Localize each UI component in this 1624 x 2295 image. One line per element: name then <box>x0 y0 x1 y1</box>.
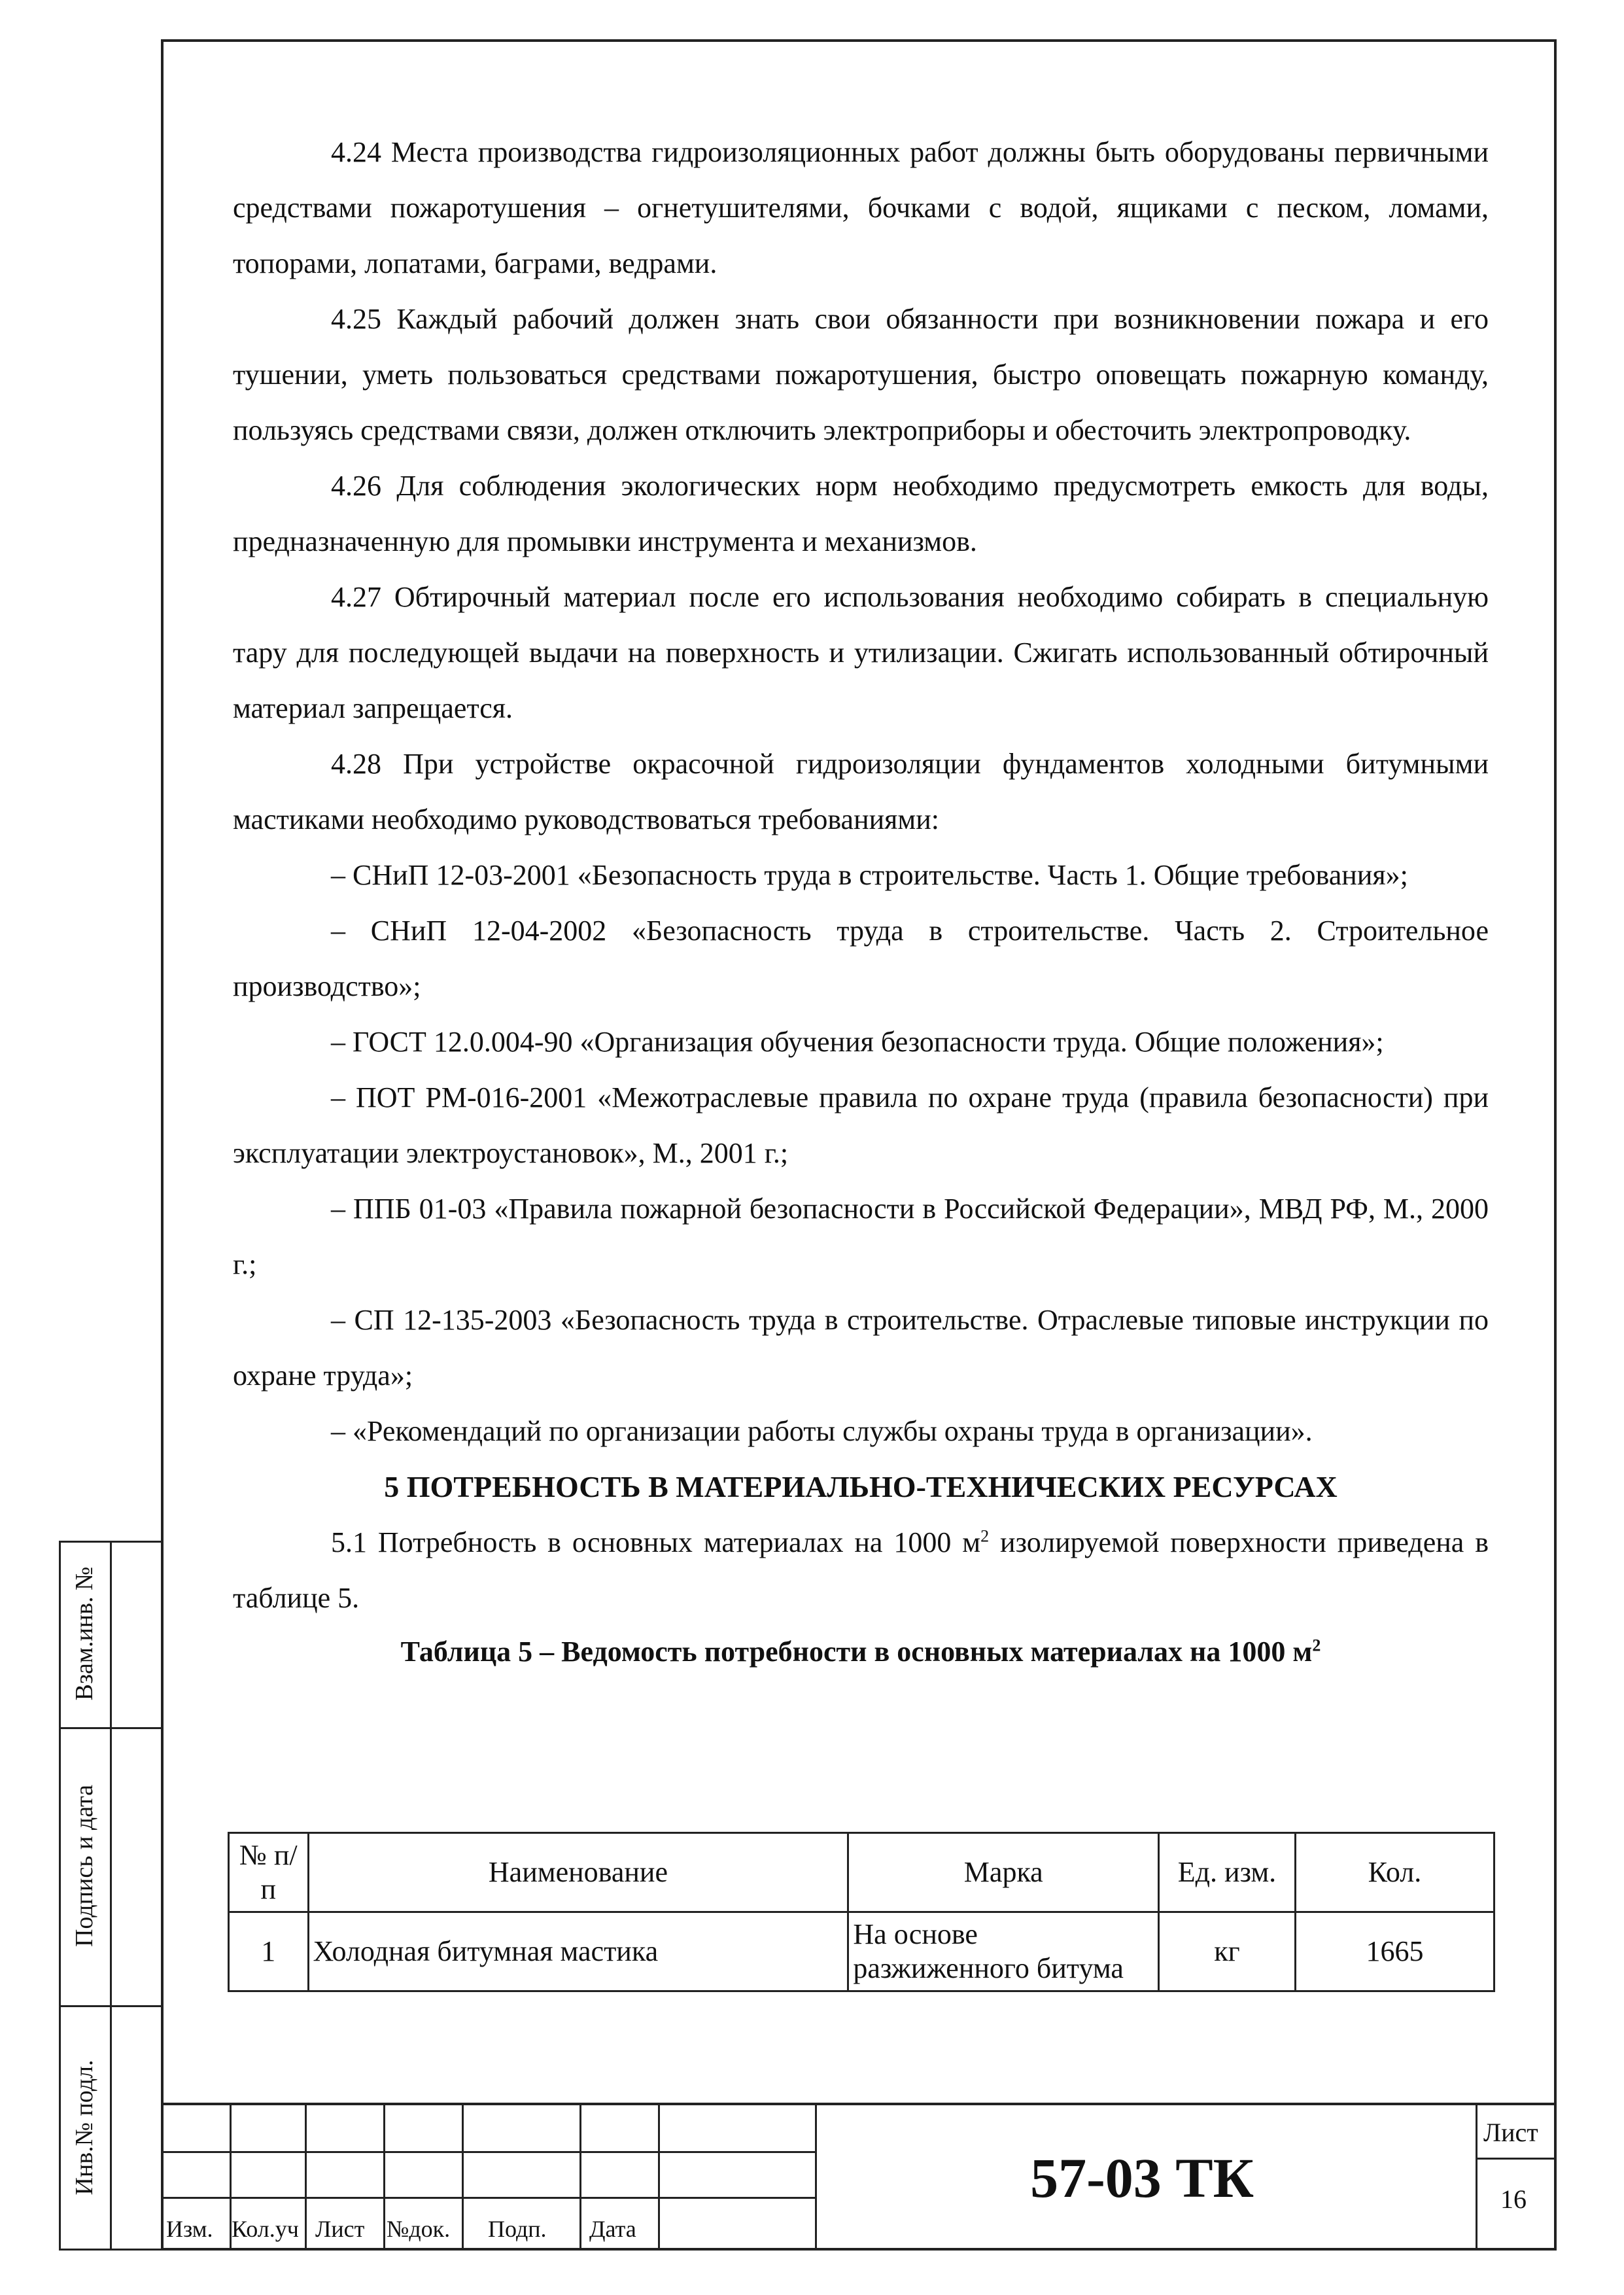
cell-unit: кг <box>1159 1912 1296 1991</box>
side-strip-divider <box>110 1541 112 2251</box>
paragraph-4-25: 4.25 Каждый рабочий должен знать свои обязанности при возникновении пожара и его тушении, уметь пользоваться средствами пожаротушения, быстро оповещать пожарную команду, пользуясь средствами связи, должен отключить электроприборы и обесточить электропроводку. <box>233 303 1489 446</box>
table-header-row <box>229 1833 1494 1912</box>
stamp-grid-line <box>305 2105 307 2251</box>
header-mark: Марка <box>848 1833 1159 1912</box>
section-5-title: 5 ПОТРЕБНОСТЬ В МАТЕРИАЛЬНО-ТЕХНИЧЕСКИХ РЕСУРСАХ <box>384 1470 1338 1503</box>
stamp-grid-line <box>383 2105 385 2251</box>
requirement-item: – СНиП 12-04-2002 «Безопасность труда в строительстве. Часть 2. Строительное производство»; <box>233 915 1489 1002</box>
stamp-col-nodok: №док. <box>387 2216 451 2242</box>
side-label-vzam-inv: Взам.инв. № <box>71 1566 98 1701</box>
paragraph-4-28: 4.28 При устройстве окрасочной гидроизоляции фундаментов холодными битумными мастиками необходимо руководствоваться требованиями: <box>233 748 1489 835</box>
side-strip-cell-border <box>59 1727 161 1729</box>
table-5-caption <box>233 1626 1489 1678</box>
stamp-grid-line <box>658 2105 660 2251</box>
superscript-2: 2 <box>1312 1636 1321 1655</box>
table-row <box>229 1912 1494 1991</box>
stamp-col-izm: Изм. <box>166 2216 213 2242</box>
title-block-stamp <box>161 2103 1557 2251</box>
header-num: № п/п <box>229 1833 309 1912</box>
cell-mark: На основе разжиженного битума <box>848 1912 1159 1991</box>
sheet-label: Лист <box>1483 2118 1538 2147</box>
superscript-2: 2 <box>980 1526 990 1546</box>
stamp-grid-line <box>161 2197 815 2199</box>
paragraph-4-26: 4.26 Для соблюдения экологических норм необходимо предусмотреть емкость для воды, предназначенную для промывки инструмента и механизмов. <box>233 470 1489 557</box>
stamp-col-kol-uch: Кол.уч <box>232 2216 299 2242</box>
cell-qty: 1665 <box>1295 1912 1494 1991</box>
stamp-grid-line <box>579 2105 581 2251</box>
side-label-inv-podl: Инв.№ подл. <box>71 2059 98 2196</box>
requirement-item: – СНиП 12-03-2001 «Безопасность труда в строительстве. Часть 1. Общие требования»; <box>331 859 1408 891</box>
paragraph-5-1-text-end: изолируемой поверхности приведена в таблице 5. <box>233 1526 1489 1614</box>
table-caption-text: Таблица 5 – Ведомость потребности в основных материалах на 1000 м <box>400 1636 1313 1668</box>
requirement-item: – «Рекомендаций по организации работы службы охраны труда в организации». <box>331 1415 1313 1447</box>
stamp-col-podp: Подп. <box>488 2216 547 2242</box>
document-body <box>233 124 1489 1678</box>
requirement-item: – ПОТ РМ-016-2001 «Межотраслевые правила по охране труда (правила безопасности) при эксплуатации электроустановок», М., 2001 г.; <box>233 1081 1489 1169</box>
stamp-col-list: Лист <box>315 2216 365 2242</box>
header-name: Наименование <box>308 1833 848 1912</box>
paragraph-5-1-text: 5.1 Потребность в основных материалах на 1000 м <box>331 1526 981 1558</box>
stamp-col-data: Дата <box>589 2216 636 2242</box>
stamp-grid-line <box>161 2151 815 2153</box>
requirement-item: – СП 12-135-2003 «Безопасность труда в строительстве. Отраслевые типовые инструкции по охране труда»; <box>233 1304 1489 1392</box>
stamp-grid-line <box>1476 2105 1477 2251</box>
header-unit: Ед. изм. <box>1159 1833 1296 1912</box>
requirement-item: – ППБ 01-03 «Правила пожарной безопасности в Российской Федерации», МВД РФ, М., 2000 г.; <box>233 1193 1489 1280</box>
header-qty: Кол. <box>1295 1833 1494 1912</box>
requirement-item: – ГОСТ 12.0.004-90 «Организация обучения безопасности труда. Общие положения»; <box>331 1026 1384 1058</box>
paragraph-4-24: 4.24 Места производства гидроизоляционных работ должны быть оборудованы первичными средствами пожаротушения – огнетушителями, бочками с водой, ящиками с песком, ломами, топорами, лопатами, баграми, ведрами. <box>233 136 1489 279</box>
cell-name: Холодная битумная мастика <box>308 1912 848 1991</box>
side-strip-cell-border <box>59 2005 161 2007</box>
stamp-grid-line <box>462 2105 464 2251</box>
materials-table <box>228 1832 1495 1992</box>
cell-num: 1 <box>229 1912 309 1991</box>
paragraph-4-27: 4.27 Обтирочный материал после его использования необходимо собирать в специальную тару для последующей выдачи на поверхность и утилизации. Сжигать использованный обтирочный материал запрещается. <box>233 581 1489 724</box>
stamp-grid-line <box>1476 2158 1554 2160</box>
side-label-podpis-data: Подпись и дата <box>71 1784 98 1948</box>
document-code: 57-03 ТК <box>1030 2146 1254 2209</box>
paragraph-5-1 <box>233 1515 1489 1626</box>
sheet-number: 16 <box>1500 2184 1527 2214</box>
